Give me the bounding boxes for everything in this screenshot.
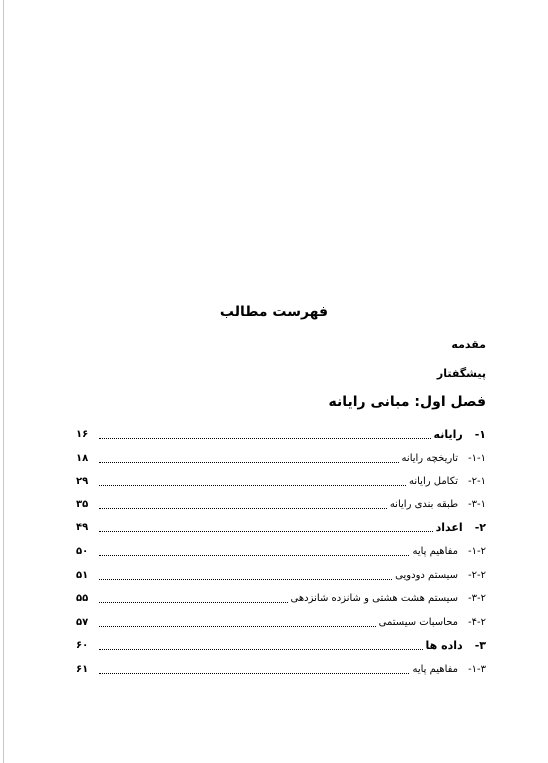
toc-entry-index: ۱-۲-: [468, 546, 486, 557]
toc-entry[interactable]: [76, 473, 486, 489]
toc-entry-label: [412, 545, 486, 559]
toc-entry-page: ۱۸: [76, 453, 89, 464]
page-edge: [3, 0, 4, 763]
dot-leader: [99, 672, 409, 674]
toc-entry[interactable]: [76, 614, 486, 630]
toc-entry-label: [379, 616, 486, 630]
toc-entry-label: [426, 639, 486, 653]
toc-entry-text: مفاهیم پایه: [412, 546, 459, 557]
toc-entry-label: [434, 428, 486, 442]
toc-entry-index: ۴-۲-: [468, 617, 486, 628]
dot-leader: [99, 578, 392, 580]
dot-leader: [99, 648, 423, 650]
toc-entry-label: [291, 592, 486, 606]
toc-entry-label: [412, 663, 486, 677]
toc-entry-page: ۵۷: [76, 617, 89, 628]
toc-entry-page: ۶۰: [76, 640, 89, 651]
dot-leader: [99, 601, 288, 603]
toc-entry[interactable]: [76, 519, 486, 535]
toc-entry[interactable]: [76, 590, 486, 606]
toc-entry-text: اعداد: [435, 521, 463, 534]
toc-entry-page: ۳۵: [76, 499, 89, 510]
toc-entry-text: تکامل رایانه: [408, 476, 459, 487]
dot-leader: [99, 507, 387, 509]
dot-leader: [99, 437, 431, 439]
dot-leader: [99, 625, 376, 627]
dot-leader: [99, 530, 433, 532]
toc-entry-text: سیستم هشت هشتی و شانزده شانزدهی: [290, 593, 459, 604]
toc-entry-index: ۳-۲-: [468, 593, 486, 604]
toc-entry[interactable]: [76, 543, 486, 559]
toc-entry-text: طبقه بندی رایانه: [389, 499, 459, 510]
toc-entry-page: ۵۱: [76, 570, 89, 581]
toc-entry-index: ۱-: [474, 428, 486, 441]
toc-entry-page: ۶۱: [76, 664, 89, 675]
chapter-heading: فصل اول: مبانی رایانه: [328, 394, 486, 410]
toc-entry-text: تاریخچه رایانه: [401, 453, 459, 464]
toc-entry[interactable]: [76, 496, 486, 512]
toc-entry-index: ۲-۲-: [468, 570, 486, 581]
toc-entry-page: ۴۹: [76, 522, 89, 533]
toc-entry-label: [395, 569, 486, 583]
toc-entry-index: ۱-۱-: [468, 453, 486, 464]
toc-entry-label: [409, 475, 486, 489]
toc-entry[interactable]: [76, 637, 486, 653]
toc-entry-index: ۲-: [474, 521, 486, 534]
toc-entry-label: [390, 498, 486, 512]
toc-entry-page: ۲۹: [76, 476, 89, 487]
section-introduction: مقدمه: [451, 338, 486, 351]
toc-entry[interactable]: [76, 426, 486, 442]
toc-entry-text: مفاهیم پایه: [412, 664, 459, 675]
toc-entry-label: [436, 521, 486, 535]
toc-entry[interactable]: [76, 450, 486, 466]
toc-entry-page: ۵۵: [76, 593, 89, 604]
dot-leader: [99, 554, 409, 556]
toc-entry-text: داده ها: [425, 639, 463, 652]
toc-entry-page: ۱۶: [76, 429, 89, 440]
toc-entry-index: ۳-: [474, 639, 486, 652]
toc-entry[interactable]: [76, 567, 486, 583]
toc-entry-text: سیستم دودویی: [395, 570, 459, 581]
dot-leader: [99, 484, 406, 486]
toc-entry-label: [402, 452, 486, 466]
toc-entry-index: ۱-۳-: [468, 664, 486, 675]
toc-entry[interactable]: [76, 661, 486, 677]
toc-entry-text: محاسبات سیستمی: [378, 617, 459, 628]
toc-entry-text: رایانه: [433, 428, 463, 441]
toc-entry-page: ۵۰: [76, 546, 89, 557]
section-preface: پیشگفتار: [436, 367, 486, 380]
dot-leader: [99, 461, 399, 463]
toc-title: فهرست مطالب: [219, 304, 329, 320]
toc-entry-index: ۲-۱-: [468, 476, 486, 487]
toc-entry-index: ۳-۱-: [468, 499, 486, 510]
